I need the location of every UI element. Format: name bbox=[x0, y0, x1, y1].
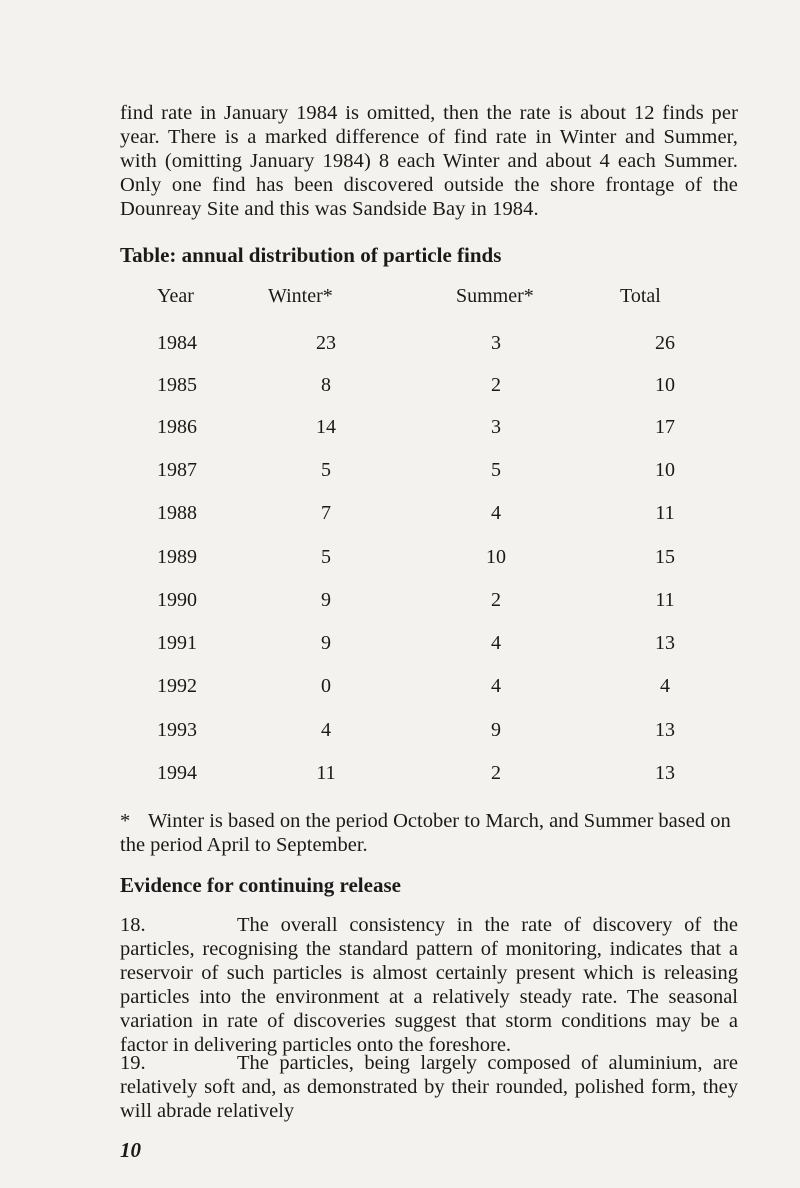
cell-total: 13 bbox=[655, 762, 675, 784]
cell-year: 1984 bbox=[157, 332, 197, 354]
cell-year: 1986 bbox=[157, 416, 197, 438]
cell-winter: 9 bbox=[321, 632, 331, 654]
cell-total: 26 bbox=[655, 332, 675, 354]
cell-winter: 14 bbox=[316, 416, 336, 438]
cell-summer: 3 bbox=[491, 416, 501, 438]
cell-total: 13 bbox=[655, 632, 675, 654]
cell-summer: 4 bbox=[491, 502, 501, 524]
cell-summer: 4 bbox=[491, 675, 501, 697]
page-number: 10 bbox=[120, 1138, 141, 1162]
cell-summer: 5 bbox=[491, 459, 501, 481]
cell-year: 1989 bbox=[157, 546, 197, 568]
header-summer: Summer* bbox=[456, 285, 534, 307]
cell-total: 10 bbox=[655, 459, 675, 481]
paragraph-18 bbox=[120, 913, 738, 1057]
cell-summer: 2 bbox=[491, 374, 501, 396]
cell-summer: 3 bbox=[491, 332, 501, 354]
cell-year: 1990 bbox=[157, 589, 197, 611]
cell-winter: 5 bbox=[321, 459, 331, 481]
cell-summer: 9 bbox=[491, 719, 501, 741]
cell-winter: 4 bbox=[321, 719, 331, 741]
header-winter: Winter* bbox=[268, 285, 333, 307]
cell-total: 11 bbox=[655, 502, 675, 524]
cell-year: 1993 bbox=[157, 719, 197, 741]
cell-year: 1994 bbox=[157, 762, 197, 784]
paragraph-number: 18. bbox=[120, 914, 146, 936]
cell-winter: 5 bbox=[321, 546, 331, 568]
paragraph-text: The particles, being largely composed of aluminium, are relatively soft and, as demonstrated by their rounded, polished form, they will abrade relatively bbox=[120, 1052, 738, 1122]
table-heading: Table: annual distribution of particle finds bbox=[120, 243, 502, 267]
cell-year: 1985 bbox=[157, 374, 197, 396]
paragraph-number: 19. bbox=[120, 1052, 146, 1074]
cell-total: 13 bbox=[655, 719, 675, 741]
footnote-text: Winter is based on the period October to March, and Summer based on the period April to September. bbox=[120, 810, 731, 856]
table-footnote bbox=[120, 809, 738, 857]
cell-winter: 11 bbox=[316, 762, 336, 784]
cell-total: 11 bbox=[655, 589, 675, 611]
cell-year: 1992 bbox=[157, 675, 197, 697]
cell-summer: 10 bbox=[486, 546, 506, 568]
cell-year: 1988 bbox=[157, 502, 197, 524]
cell-winter: 9 bbox=[321, 589, 331, 611]
section-heading: Evidence for continuing release bbox=[120, 873, 401, 897]
cell-winter: 0 bbox=[321, 675, 331, 697]
cell-total: 17 bbox=[655, 416, 675, 438]
cell-year: 1987 bbox=[157, 459, 197, 481]
cell-total: 4 bbox=[660, 675, 670, 697]
intro-paragraph: find rate in January 1984 is omitted, then the rate is about 12 finds per year. There is a marked difference of find rate in Winter and Summer, with (omitting January 1984) 8 each Winter and about 4 each Summer. Only one find has been discovered outside the shore frontage of the Dounreay Site and this was Sandside Bay in 1984. bbox=[120, 102, 738, 220]
paragraph-19 bbox=[120, 1051, 738, 1123]
footnote-marker: * bbox=[120, 810, 131, 832]
paragraph-text: The overall consistency in the rate of discovery of the particles, recognising the standard pattern of monitoring, indicates that a reservoir of such particles is almost certainly present which is releasing particles into the environment at a relatively steady rate. The seasonal variation in rate of discoveries suggest that storm conditions may be a factor in delivering particles onto the foreshore. bbox=[120, 914, 738, 1056]
cell-summer: 2 bbox=[491, 762, 501, 784]
cell-winter: 7 bbox=[321, 502, 331, 524]
cell-summer: 2 bbox=[491, 589, 501, 611]
cell-summer: 4 bbox=[491, 632, 501, 654]
header-year: Year bbox=[157, 285, 194, 307]
cell-year: 1991 bbox=[157, 632, 197, 654]
cell-total: 10 bbox=[655, 374, 675, 396]
header-total: Total bbox=[620, 285, 661, 307]
cell-winter: 8 bbox=[321, 374, 331, 396]
cell-winter: 23 bbox=[316, 332, 336, 354]
cell-total: 15 bbox=[655, 546, 675, 568]
